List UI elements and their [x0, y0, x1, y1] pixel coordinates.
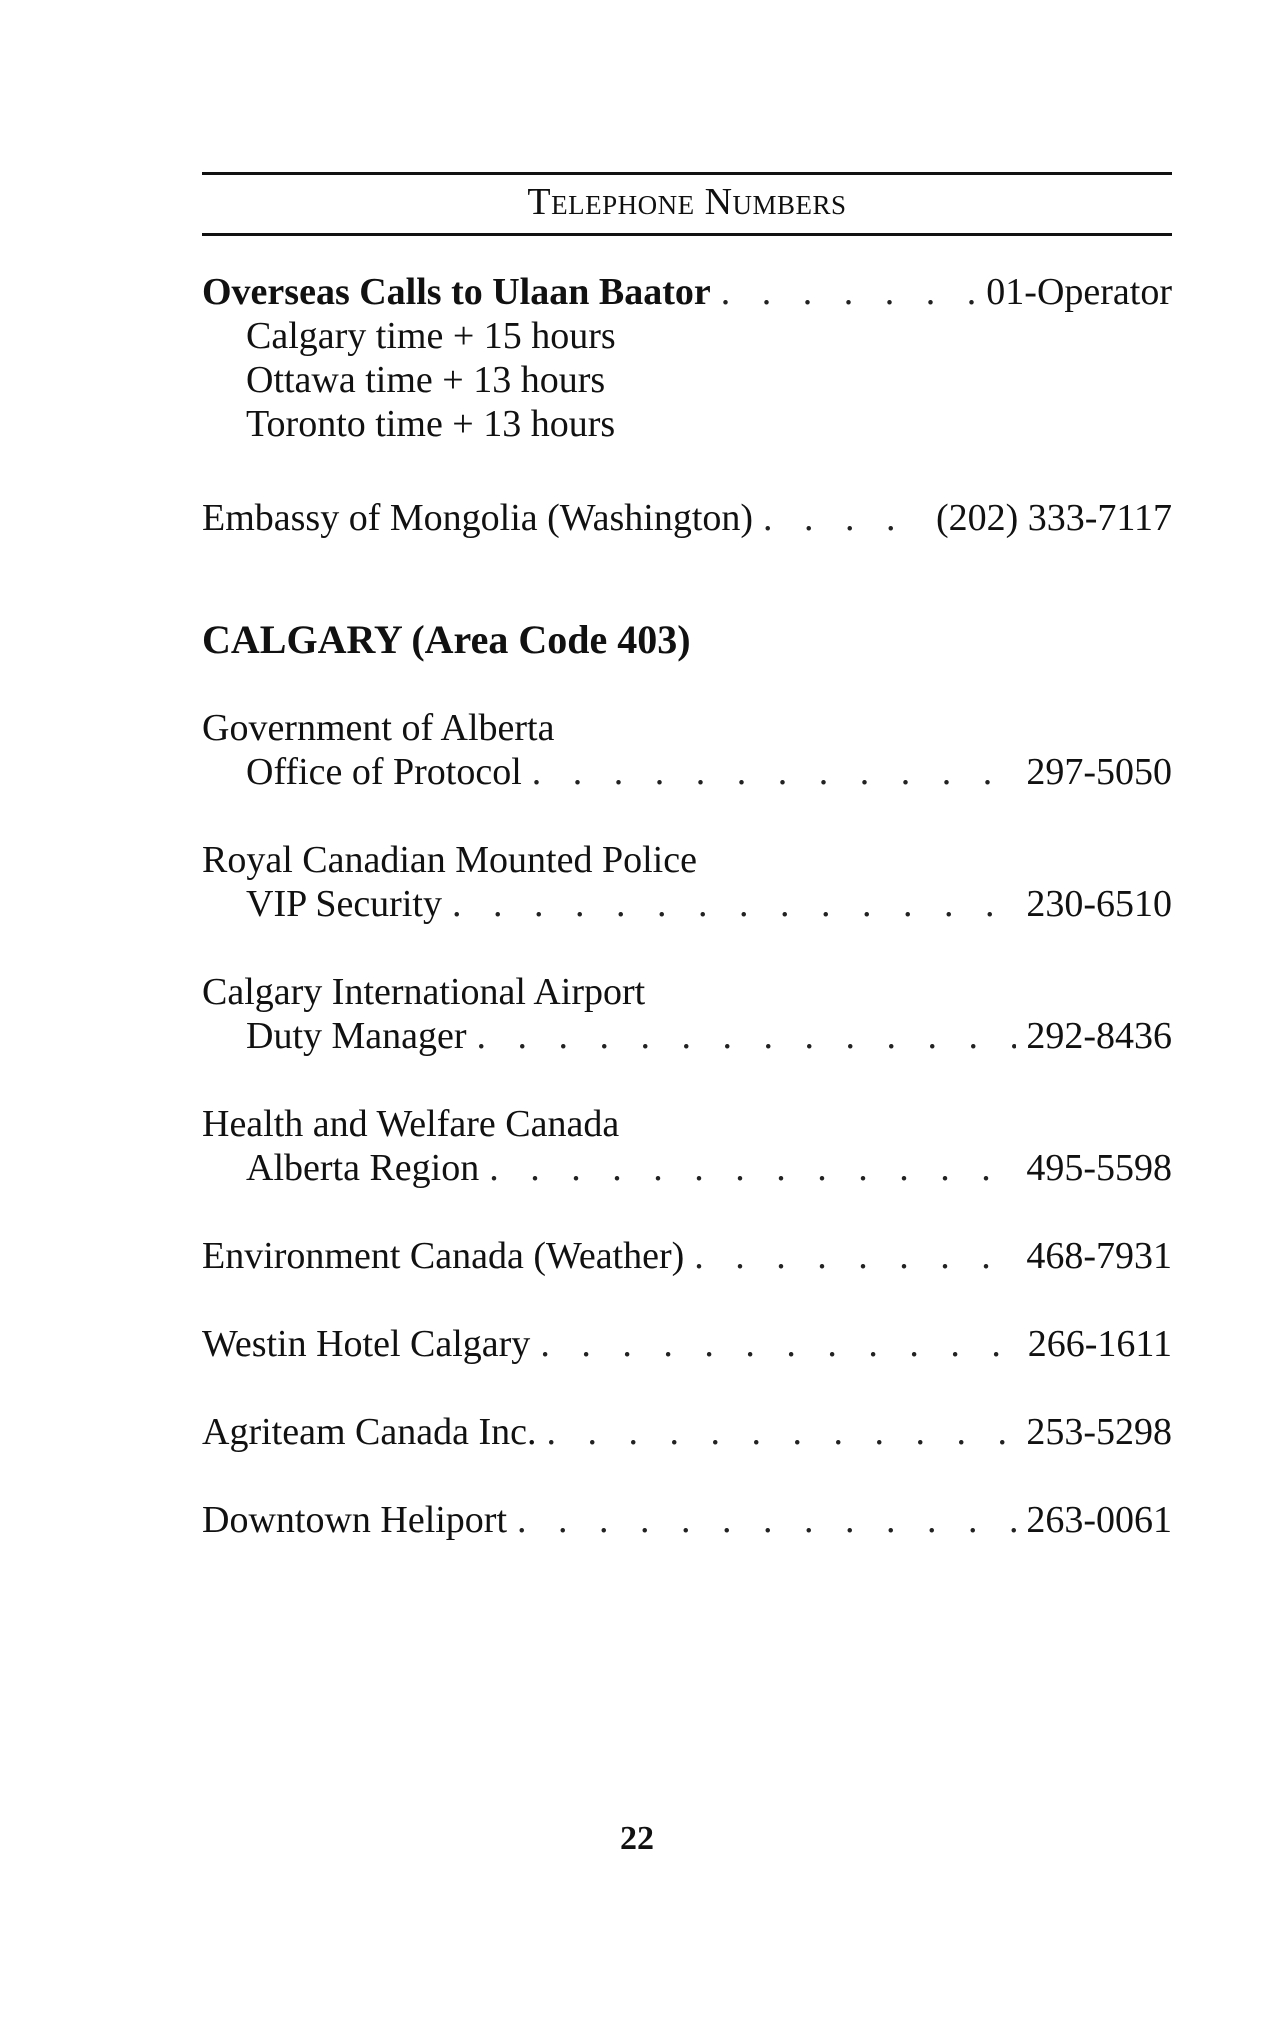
dot-leader — [694, 1234, 1016, 1278]
dot-leader — [452, 882, 1016, 926]
entry-organization: Health and Welfare Canada — [202, 1103, 620, 1145]
header-top-rule — [202, 172, 1172, 175]
entry-airport-duty — [202, 970, 1172, 1058]
overseas-number: 01-Operator — [986, 271, 1172, 313]
entry-label: Agriteam Canada Inc. — [202, 1411, 537, 1453]
entry-line — [202, 1146, 1172, 1190]
entry-line — [202, 882, 1172, 926]
time-note-calgary: Calgary time + 15 hours — [246, 315, 616, 357]
entry-number: 495-5598 — [1026, 1147, 1172, 1189]
entry-rcmp-vip — [202, 838, 1172, 926]
entry-organization: Calgary International Airport — [202, 971, 646, 1013]
time-note-toronto: Toronto time + 13 hours — [246, 403, 616, 445]
dot-leader — [721, 270, 977, 314]
entry-organization: Government of Alberta — [202, 707, 555, 749]
entry-label: Office of Protocol — [246, 751, 522, 793]
entry-label: Environment Canada (Weather) — [202, 1235, 685, 1277]
entry-downtown-heliport — [202, 1498, 1172, 1542]
embassy-line — [202, 496, 1172, 540]
entry-organization: Royal Canadian Mounted Police — [202, 839, 697, 881]
entry-agriteam — [202, 1410, 1172, 1454]
entry-number: 263-0061 — [1026, 1499, 1172, 1541]
entry-label: Downtown Heliport — [202, 1499, 508, 1541]
entry-number: 468-7931 — [1026, 1235, 1172, 1277]
entry-label: Duty Manager — [246, 1015, 467, 1057]
entry-number: 292-8436 — [1026, 1015, 1172, 1057]
dot-leader — [532, 750, 1017, 794]
overseas-block — [202, 270, 1172, 446]
header-bottom-rule — [202, 233, 1172, 236]
entry-label: VIP Security — [246, 883, 442, 925]
section-heading: CALGARY (Area Code 403) — [202, 617, 691, 662]
dot-leader — [546, 1410, 1016, 1454]
entry-line — [202, 1014, 1172, 1058]
entry-label: Westin Hotel Calgary — [202, 1323, 531, 1365]
page-number: 22 — [620, 1820, 654, 1857]
dot-leader — [763, 496, 926, 540]
entry-number: 230-6510 — [1026, 883, 1172, 925]
entry-environment-weather — [202, 1234, 1172, 1278]
dot-leader — [517, 1498, 1016, 1542]
phone-directory — [202, 270, 1172, 1542]
entry-label: Alberta Region — [246, 1147, 480, 1189]
embassy-label: Embassy of Mongolia (Washington) — [202, 497, 754, 539]
entry-number: 253-5298 — [1026, 1411, 1172, 1453]
running-head: Telephone Numbers — [527, 181, 847, 223]
embassy-number: (202) 333-7117 — [935, 497, 1172, 539]
entry-line — [202, 750, 1172, 794]
dot-leader — [477, 1014, 1017, 1058]
dot-leader — [540, 1322, 1017, 1366]
entry-number: 266-1611 — [1027, 1323, 1172, 1365]
overseas-label: Overseas Calls to Ulaan Baator — [202, 271, 711, 313]
dot-leader — [489, 1146, 1016, 1190]
entry-alberta-protocol — [202, 706, 1172, 794]
entry-health-welfare — [202, 1102, 1172, 1190]
entry-westin-hotel — [202, 1322, 1172, 1366]
time-note-ottawa: Ottawa time + 13 hours — [246, 359, 606, 401]
overseas-line — [202, 270, 1172, 314]
entry-number: 297-5050 — [1026, 751, 1172, 793]
